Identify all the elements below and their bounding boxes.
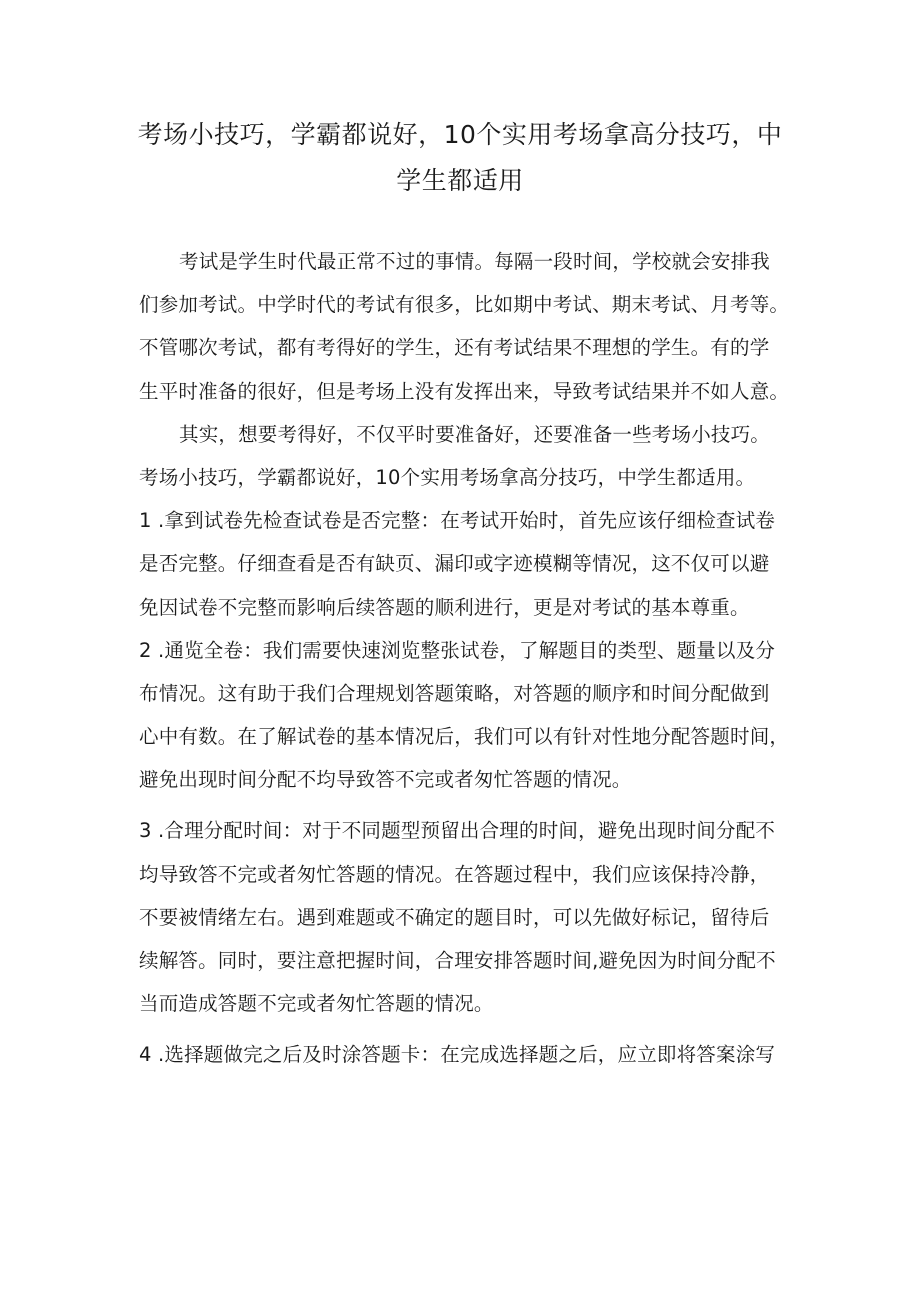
paragraph-line: 考场小技巧，学霸都说好，10个实用考场拿高分技巧，中学生都适用。 — [139, 465, 756, 489]
paragraph-line: 3 .合理分配时间：对于不同题型预留出合理的时间，避免出现时间分配不 — [139, 819, 776, 843]
document-body — [139, 240, 790, 1077]
paragraph-line: 生平时准备的很好，但是考场上没有发挥出来，导致考试结果并不如人意。 — [139, 379, 790, 403]
paragraph-line: 免因试卷不完整而影响后续答题的顺利进行，更是对考试的基本尊重。 — [139, 595, 750, 619]
paragraph-line: 其实，想要考得好，不仅平时要准备好，还要准备一些考场小技巧。 — [179, 422, 771, 446]
paragraph-line: 不管哪次考试，都有考得好的学生，还有考试结果不理想的学生。有的学 — [139, 336, 770, 360]
paragraph-line: 2 .通览全卷：我们需要快速浏览整张试卷，了解题目的类型、题量以及分 — [139, 638, 776, 662]
paragraph-line: 避免出现时间分配不均导致答不完或者匆忙答题的情况。 — [139, 768, 632, 792]
title-line: 学生都适用 — [396, 166, 524, 195]
paragraph-line: 续解答。同时，要注意把握时间，合理安排答题时间,避免因为时间分配不 — [139, 949, 776, 972]
list-item — [139, 809, 787, 1025]
paragraph-line: 心中有数。在了解试卷的基本情况后，我们可以有针对性地分配答题时间， — [139, 725, 790, 749]
paragraph-line: 考试是学生时代最正常不过的事情。每隔一段时间，学校就会安排我 — [179, 250, 771, 273]
list-item — [139, 499, 787, 629]
paragraph-line: 4 .选择题做完之后及时涂答题卡：在完成选择题之后，应立即将答案涂写 — [139, 1043, 776, 1067]
list-item — [139, 1033, 787, 1076]
paragraph-line: 布情况。这有助于我们合理规划答题策略，对答题的顺序和时间分配做到 — [139, 681, 770, 705]
paragraph-line: 是否完整。仔细查看是否有缺页、漏印或字迹模糊等情况，这不仅可以避 — [139, 552, 770, 576]
paragraph-line: 们参加考试。中学时代的考试有很多，比如期中考试、期末考试、月考等。 — [139, 293, 790, 317]
paragraph-line: 1 .拿到试卷先检查试卷是否完整：在考试开始时，首先应该仔细检查试卷 — [139, 509, 776, 533]
list-item — [139, 629, 790, 802]
title-line: 考场小技巧，学霸都说好，10个实用考场拿高分技巧，中 — [137, 120, 783, 149]
paragraph — [139, 413, 787, 499]
document-title — [110, 112, 810, 204]
paragraph-line: 均导致答不完或者匆忙答题的情况。在答题过程中，我们应该保持冷静， — [139, 862, 770, 886]
paragraph-line: 不要被情绪左右。遇到难题或不确定的题目时，可以先做好标记，留待后 — [139, 905, 770, 929]
paragraph — [139, 240, 790, 413]
paragraph-line: 当而造成答题不完或者匆忙答题的情况。 — [139, 992, 494, 1016]
